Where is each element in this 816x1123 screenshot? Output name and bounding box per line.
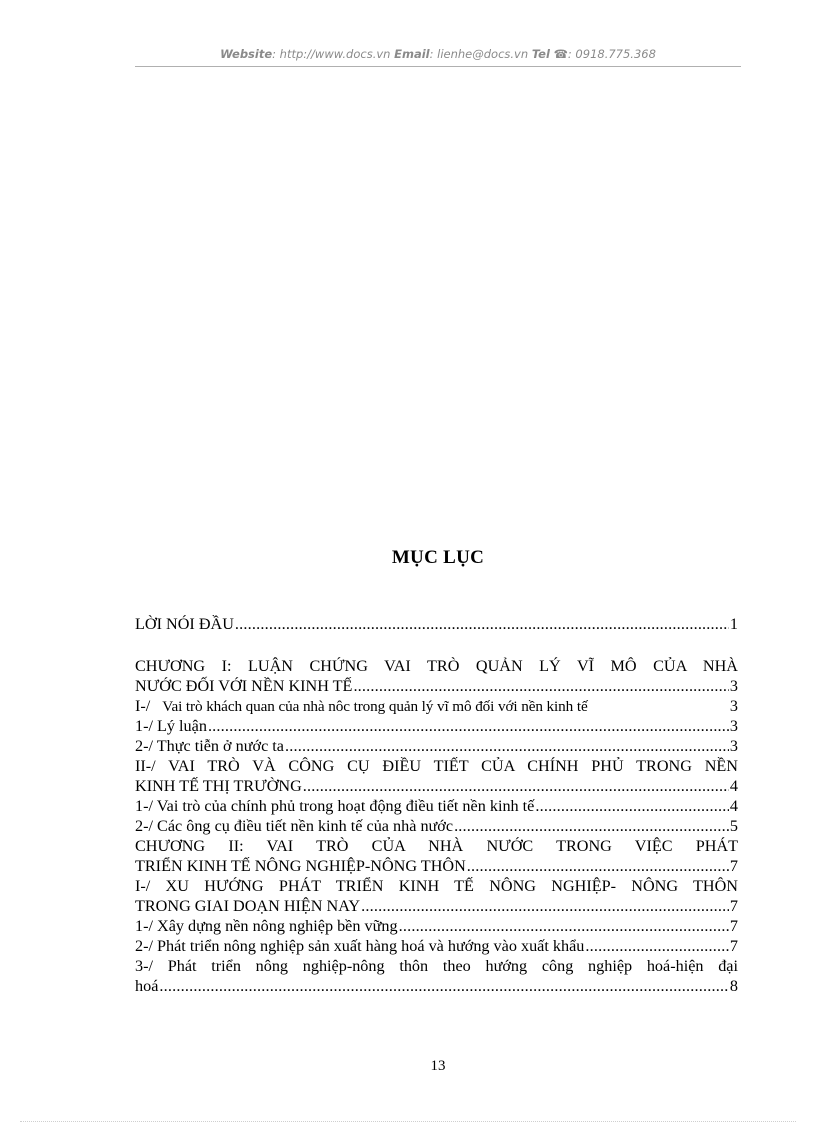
leader-dots bbox=[208, 716, 729, 736]
page-number: 13 bbox=[430, 1058, 446, 1074]
leader-dots bbox=[235, 614, 729, 634]
toc-section-i bbox=[135, 696, 738, 716]
toc-entry-san-xuat-hang-hoa bbox=[135, 936, 738, 956]
page-header bbox=[135, 47, 741, 61]
toc-entry-text: 2-/ Phát triển nông nghiệp sản xuất hàng hoá và hướng vào xuất khẩu bbox=[135, 937, 585, 955]
leader-dots bbox=[585, 936, 729, 956]
toc-entry-text: LỜI NÓI ĐẦU bbox=[135, 615, 234, 633]
toc-page-number: 7 bbox=[729, 897, 738, 915]
leader-dots bbox=[303, 776, 729, 796]
leader-dots bbox=[159, 976, 729, 996]
toc-entry-text: 1-/ Xây dựng nền nông nghiệp bền vững bbox=[135, 917, 398, 935]
toc-entry-vai-tro-chinh-phu bbox=[135, 796, 738, 816]
leader-dots bbox=[353, 676, 728, 696]
toc-page-number: 3 bbox=[729, 737, 738, 755]
email-label: Email bbox=[394, 47, 430, 61]
tel-label: Tel bbox=[531, 47, 550, 61]
toc-entry-nong-nghiep-ben-vung bbox=[135, 916, 738, 936]
toc-entry-text: TRONG GIAI DOẠN HIỆN NAY bbox=[135, 897, 361, 915]
toc-entry-text: 1-/ Lý luận bbox=[135, 717, 207, 735]
toc-chapter-1-line-1: CHƯƠNG I: LUẬN CHỨNG VAI TRÒ QUẢN LÝ VĨ MÔ CỦA NHÀ bbox=[135, 657, 738, 675]
toc-chapter-2-line-1: CHƯƠNG II: VAI TRÒ CỦA NHÀ NƯỚC TRONG VIỆC PHÁT bbox=[135, 837, 738, 855]
toc-page-number: 3 bbox=[729, 717, 738, 735]
toc-section-ii-line-2 bbox=[135, 776, 738, 796]
page-title: MỤC LỤC bbox=[391, 547, 485, 568]
toc-entry-cong-cu-dieu-tiet bbox=[135, 816, 738, 836]
toc-entry-text: TRIỂN KINH TẾ NÔNG NGHIỆP-NÔNG THÔN bbox=[135, 857, 466, 875]
toc-chapter-1-line-2 bbox=[135, 676, 738, 696]
leader-dots bbox=[285, 736, 729, 756]
toc-entry-text: 1-/ Vai trò của chính phủ trong hoạt động điều tiết nền kinh tế bbox=[135, 797, 535, 815]
leader-dots bbox=[467, 856, 729, 876]
toc-chapter-2-section-i-line-2 bbox=[135, 896, 738, 916]
toc-chapter-2-section-i-line-1: I-/ XU HƯỚNG PHÁT TRIỂN KINH TẾ NÔNG NGHIỆP- NÔNG THÔN bbox=[135, 877, 738, 895]
toc-page-number: 7 bbox=[729, 857, 738, 875]
tel-value: : 0918.775.368 bbox=[567, 47, 656, 61]
toc-page-number: 5 bbox=[729, 817, 738, 835]
toc-entry-text: 2-/ Thực tiễn ở nước ta bbox=[135, 737, 284, 755]
toc-entry-cong-nghiep-hoa-line-1: 3-/ Phát triển nông nghiệp-nông thôn theo hướng công nghiệp hoá-hiện đại bbox=[135, 957, 738, 975]
table-of-contents bbox=[135, 614, 738, 996]
toc-page-number: 4 bbox=[729, 797, 738, 815]
toc-section-ii-line-1: II-/ VAI TRÒ VÀ CÔNG CỤ ĐIỀU TIẾT CỦA CHÍNH PHỦ TRONG NỀN bbox=[135, 757, 738, 775]
toc-page-number: 7 bbox=[729, 937, 738, 955]
toc-page-number: 1 bbox=[729, 615, 738, 633]
leader-dots bbox=[535, 796, 729, 816]
toc-chapter-2-line-2 bbox=[135, 856, 738, 876]
toc-page-number: 3 bbox=[729, 697, 738, 715]
toc-entry-text: Vai trò khách quan của nhà nôc trong quản lý vĩ mô đối với nền kinh tế bbox=[162, 698, 588, 715]
toc-entry-ly-luan bbox=[135, 716, 738, 736]
toc-entry-cong-nghiep-hoa-line-2 bbox=[135, 976, 738, 996]
toc-section-number: I-/ bbox=[135, 697, 151, 715]
toc-entry-text: KINH TẾ THỊ TRƯỜNG bbox=[135, 777, 302, 795]
website-label: Website bbox=[220, 47, 273, 61]
toc-entry-text: 2-/ Các ông cụ điều tiết nền kinh tế của nhà nước bbox=[135, 817, 454, 835]
leader-dots bbox=[399, 916, 729, 936]
toc-entry-text: hoá bbox=[135, 977, 159, 995]
toc-page-number: 8 bbox=[729, 977, 738, 995]
toc-entry-thuc-tien bbox=[135, 736, 738, 756]
toc-page-number: 3 bbox=[729, 677, 738, 695]
website-value: : http://www.docs.vn bbox=[272, 47, 391, 61]
phone-icon: ☎ bbox=[553, 47, 568, 61]
toc-page-number: 4 bbox=[729, 777, 738, 795]
page-bottom-rule bbox=[20, 1121, 796, 1122]
leader-dots bbox=[361, 896, 729, 916]
toc-entry-text: NƯỚC ĐỐI VỚI NỀN KINH TẾ bbox=[135, 677, 353, 695]
leader-dots bbox=[454, 816, 729, 836]
toc-page-number: 7 bbox=[729, 917, 738, 935]
toc-entry-loi-noi-dau bbox=[135, 614, 738, 634]
email-value: : lienhe@docs.vn bbox=[429, 47, 529, 61]
header-rule bbox=[135, 66, 741, 67]
